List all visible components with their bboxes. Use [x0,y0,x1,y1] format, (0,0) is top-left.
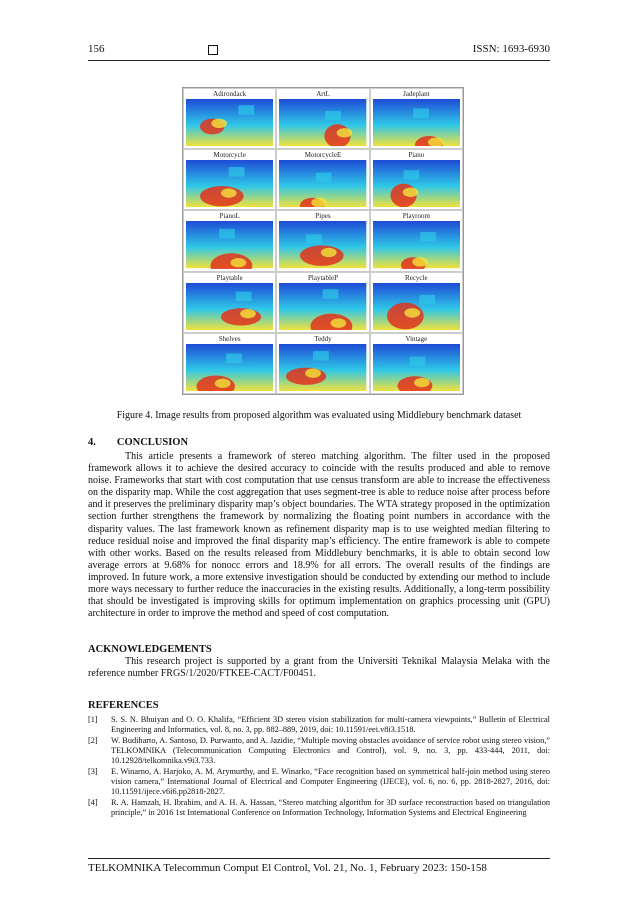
page-footer: TELKOMNIKA Telecommun Comput El Control, Vol. 21, No. 1, February 2023: 150-158 [88,862,487,874]
disparity-map-image [186,221,273,268]
figure-cell-label: Shelves [184,334,275,344]
figure-cell-label: PlaytableP [277,273,368,283]
figure-cell [370,333,463,394]
reference-item [88,736,550,766]
reference-text: R. A. Hamzah, H. Ibrahim, and A. H. A. Hassan, “Stereo matching algorithm for 3D surface reconstruction based on triangulation principle,” in 2016 1st International Conference on Information Technology, Information Systems and Electrical Engineering [111,798,550,817]
reference-text: E. Winarno, A. Harjoko, A. M. Arymurthy, and E. Winarko, “Face recognition based on symmetrical half-join method using stereo vision camera,” International Journal of Electrical and Computer Engineering (IJECE), vol. 6, no. 6, pp. 2818-2827, 2016, doi: 10.11591/ijece.v6i6.pp2818-2827. [111,767,550,796]
figure-cell [276,210,369,271]
reference-item [88,715,550,735]
figure-cell-label: Pipes [277,211,368,221]
figure-cell [370,272,463,333]
figure-cell [276,333,369,394]
reference-text: W. Budiharto, A. Santoso, D. Purwanto, and A. Jazidie, “Multiple moving obstacles avoidance of service robot using stereo vision,” TELKOMNIKA (Telecommunication Computing Electronics and Control), vol. 9, no. 3, pp. 433-444, 2011, doi: 10.12928/telkomnika.v9i3.733. [111,736,550,765]
reference-text: S. S. N. Bhuiyan and O. O. Khalifa, “Efficient 3D stereo vision stabilization for multi-camera viewpoints,” Bulletin of Electrical Engineering and Informatics, vol. 8, no. 3, pp. 882–889, 2019, doi: 10.11591/eei.v8i3.1518. [111,715,550,734]
figure-caption: Figure 4. Image results from proposed algorithm was evaluated using Middlebury benchmark dataset [116,410,522,421]
reference-item [88,798,550,818]
page-number: 156 [88,43,105,55]
figure-cell-label: Vintage [371,334,462,344]
figure-cell [370,149,463,210]
references-heading: REFERENCES [88,700,159,711]
disparity-map-image [279,221,366,268]
figure-cell-label: Jadeplant [371,89,462,99]
acknowledgements-heading: ACKNOWLEDGEMENTS [88,644,212,655]
figure-cell [183,272,276,333]
page-header [88,43,550,59]
reference-number: [3] [88,767,98,776]
disparity-map-image [373,283,460,330]
reference-number: [2] [88,736,98,745]
disparity-map-image [186,283,273,330]
figure-cell [276,272,369,333]
figure-cell-label: Piano [371,150,462,160]
disparity-map-image [373,99,460,146]
acknowledgements-paragraph: This research project is supported by a grant from the Universiti Teknikal Malaysia Melaka with the reference number FRGS/1/2020/FTKEE-CACT/F00451. [88,656,550,680]
disparity-map-image [279,160,366,207]
disparity-map-image [186,99,273,146]
disparity-map-image [373,344,460,391]
figure-cell-label: PianoL [184,211,275,221]
disparity-map-image [279,344,366,391]
reference-number: [4] [88,798,98,807]
figure-cell [183,149,276,210]
figure-cell [183,210,276,271]
footer-divider [88,858,550,859]
checkbox-square-icon [208,45,218,55]
figure-cell-label: Recycle [371,273,462,283]
figure-cell [183,333,276,394]
disparity-map-image [279,99,366,146]
figure-cell-label: Motorcycle [184,150,275,160]
disparity-map-image [186,160,273,207]
figure-cell [370,88,463,149]
figure-cell-label: MotorcycleE [277,150,368,160]
issn-label: ISSN: 1693-6930 [472,43,550,55]
reference-item [88,767,550,797]
figure-cell-label: Playtable [184,273,275,283]
figure-cell-label: Teddy [277,334,368,344]
reference-number: [1] [88,715,98,724]
disparity-map-image [186,344,273,391]
disparity-map-image [373,160,460,207]
figure-cell [183,88,276,149]
figure-cell-label: ArtL [277,89,368,99]
conclusion-heading: 4. CONCLUSION [88,437,189,448]
figure-cell [276,88,369,149]
figure-cell-label: Playroom [371,211,462,221]
references-list [88,715,550,819]
figure-cell [276,149,369,210]
figure-cell [370,210,463,271]
disparity-map-figure [182,87,464,395]
conclusion-paragraph: This article presents a framework of stereo matching algorithm. The filter used in the proposed framework allows it to achieve the desired accuracy to coincide with the results produced and able to remove noise. Frameworks that start with cost computation that use census transform are able to increase the effectiveness on the disparity map. While the cost aggregation that uses segment-tree is able to reduce noise after process before and it preserves the preliminary disparity map’s object boundaries. The WTA strategy proposed in the optimization section further strengthens the framework by normalizing the floating point numbers in accordance with the disparity values. The last framework known as refinement disparity map is to use weighted median filtering to reduce residual noise and improved the final disparity map’s efficiency. The entire framework is able to compete with other works. Based on the results released from Middlebury benchmarks, it is able to obtain second low average errors at 9.68% for nonocc errors and 18.9% for all errors. The overall results of the findings are improved. In future work, a more extensive investigation should be conducted by extending our method to include more ways necessary to further reduce the inaccuracies in the existing results. Additionally, a long-term possibility that should be investigated is improving skills for optimum implementation on graphics processing unit (GPU) architecture in order to improve the method and speed of cost computation. [88,451,550,620]
figure-cell-label: Adirondack [184,89,275,99]
disparity-map-image [279,283,366,330]
header-divider [88,60,550,61]
disparity-map-image [373,221,460,268]
